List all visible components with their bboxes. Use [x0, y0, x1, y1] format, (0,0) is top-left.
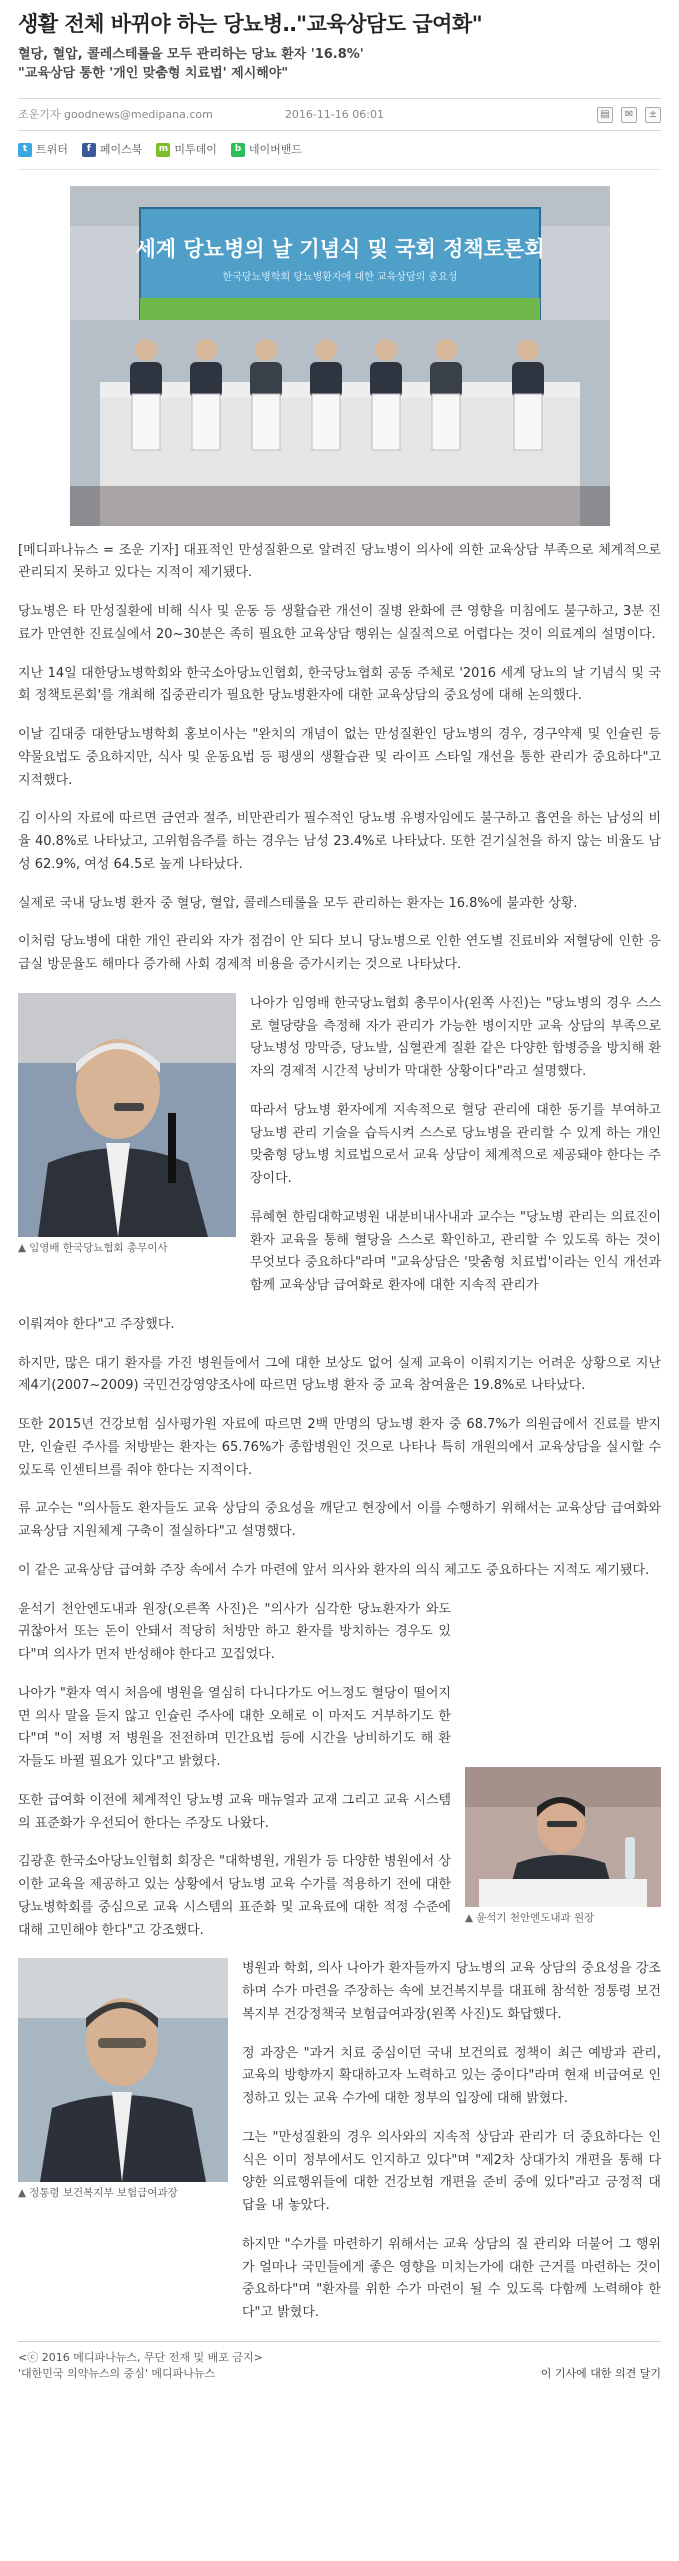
body-paragraph: 따라서 당뇨병 환자에게 지속적으로 혈당 관리에 대한 동기를 부여하고 당뇨병 관리 기술을 습득시켜 스스로 당뇨병을 관리할 수 있게 하는 개인 맞춤형 당뇨병 치료법으로서 교육 상담이 체계적으로 제공돼야 한다는 주장이다. [250, 1102, 661, 1187]
caption-text: 임영배 한국당뇨협회 총무이사 [29, 1241, 168, 1254]
share-facebook[interactable] [82, 140, 143, 159]
portrait-photo [18, 993, 236, 1237]
body-paragraph: 하지만 "수가를 마련하기 위해서는 교육 상담의 질 관리와 더불어 그 행위가 얼마나 국민들에게 좋은 영향을 미치는가에 대한 근거를 마련하는 것이 중요하다"며 "환자를 위한 수가 마련이 될 수 있도록 다함께 노력해야 한다"고 밝혔다. [242, 2236, 661, 2321]
body-paragraph: 당뇨병은 타 만성질환에 비해 식사 및 운동 등 생활습관 개선이 질병 완화에 큰 영향을 미침에도 불구하고, 3분 진료가 만연한 진료실에서 20~30분은 족히 필요한 교육상담 행위는 실질적으로 어렵다는 것이 의료계의 설명이다. [18, 604, 661, 642]
figure [18, 993, 236, 1298]
body-paragraph: 김광훈 한국소아당뇨인협회 회장은 "대학병원, 개원가 등 다양한 병원에서 상이한 교육을 제공하고 있는 상황에서 당뇨병 교육 수가를 적용하기 전에 대한당뇨병학회를 중심으로 교육 시스템의 표준화 및 교육료에 대한 적정 수준에 대해 고민해야 한다"고 강조했다. [18, 1854, 451, 1938]
byline: 조운기자 goodnews@medipana.com [18, 108, 213, 122]
banner-subtitle: 한국당뇨병학회 당뇨병환자에 대한 교육상담의 중요성 [222, 271, 457, 283]
share-bar [18, 131, 661, 169]
byline-bar [18, 98, 661, 131]
portrait-photo [465, 1767, 661, 1907]
block-paragraphs [242, 1958, 661, 2325]
photo-caption: ▲ 윤석기 천안엔도내과 원장 [465, 1911, 595, 1924]
article-body [18, 540, 661, 2325]
body-paragraph: 병원과 학회, 의사 나아가 환자들까지 당뇨병의 교육 상담의 중요성을 강조하며 수가 마련을 주장하는 속에 보건복지부를 대표해 참석한 정통령 보건복지부 건강정책국 보험급여과장(왼쪽 사진)도 화답했다. [242, 1961, 661, 2022]
photo-caption: ▲ 정통령 보건복지부 보험급여과장 [18, 2187, 178, 2200]
body-paragraph: 실제로 국내 당뇨병 환자 중 혈당, 혈압, 콜레스테롤을 모두 관리하는 환자는 16.8%에 불과한 상황. [18, 895, 578, 911]
photo-block-left [18, 1958, 661, 2325]
email-icon[interactable]: ✉ [621, 107, 637, 123]
hero-photo [70, 186, 610, 526]
body-paragraph: 지난 14일 대한당뇨병학회와 한국소아당뇨인협회, 한국당뇨협회 공동 주체로 '2016 세계 당뇨의 날 기념식 및 국회 정책토론회'를 개최해 집중관리가 필요한 당뇨병환자에 대한 교육상담의 중요성에 대해 논의했다. [18, 665, 661, 704]
share-label: 미투데이 [174, 143, 217, 157]
share-twitter[interactable] [18, 140, 68, 159]
photo-caption: ▲ 임영배 한국당뇨협회 총무이사 [18, 1241, 168, 1254]
subhead-line: "교육상담 통한 '개인 맞춤형 치료법' 제시해야" [18, 66, 289, 82]
body-paragraph: 나아가 임영배 한국당뇨협회 총무이사(왼쪽 사진)는 "당뇨병의 경우 스스로 혈당량을 측정해 자가 관리가 가능한 병이지만 교육 상담의 부족으로 당뇨병성 망막증, 당뇨발, 심혈관계 질환 같은 다양한 합병증을 방치해 환자의 경제적 시간적 낭비가 막대한 상황이다"라고 설명했다. [250, 995, 661, 1080]
subhead-line: 혈당, 혈압, 콜레스테롤을 모두 관리하는 당뇨 환자 '16.8%' [18, 47, 364, 63]
photo-block-left [18, 993, 661, 1298]
comment-link[interactable]: 이 기사에 대한 의견 달기 [540, 2367, 661, 2381]
body-paragraph: 나아가 "환자 역시 처음에 병원을 열심히 다니다가도 어느정도 혈당이 떨어지면 의사 말을 듣지 않고 인슐린 주사에 대한 오해로 이 마저도 거부하기도 한다"며 "이 저병 저 병원을 전전하며 민간요법 등에 시간을 낭비하기도 해 환자들도 바뀔 필요가 있다"고 밝혔다. [18, 1685, 451, 1770]
body-paragraph: 하지만, 많은 대기 환자를 가진 병원들에서 그에 대한 보상도 없어 실제 교육이 이뤄지기는 어려운 상황으로 지난 제4기(2007~2009) 국민건강영양조사에 따르면 당뇨병 환자 중 교육 참여율은 19.8%로 나타났다. [18, 1355, 661, 1394]
body-paragraph: 이뤄져야 한다"고 주장했다. [18, 1316, 175, 1332]
body-paragraph: 정 과장은 "과거 치료 중심이던 국내 보건의료 정책이 최근 예방과 관리, 교육의 방향까지 확대하고자 노력하고 있는 중이다"라며 현재 비급여로 인정하고 있는 교육 수가에 대한 정부의 입장에 대해 밝혔다. [242, 2045, 661, 2107]
article-tools [597, 107, 661, 123]
twitter-icon: t [18, 143, 32, 157]
body-paragraph: 또한 급여화 이전에 체계적인 당뇨병 교육 매뉴얼과 교재 그리고 교육 시스템의 표준화가 우선되어 한다는 주장도 나왔다. [18, 1792, 451, 1831]
block-paragraphs [250, 993, 661, 1298]
body-paragraph: 또한 2015년 건강보험 심사평가원 자료에 따르면 2백 만명의 당뇨병 환자 중 68.7%가 의원급에서 진료를 받지만, 인슐린 주사를 처방받는 환자는 65.76%가 종합병원인 것으로 나타나 특히 개원의에서 교육상담을 실시할 수 있도록 인센티브를 줘야 한다는 지적이다. [18, 1417, 661, 1478]
body-paragraph: [메디파나뉴스 = 조운 기자] 대표적인 만성질환으로 알려진 당뇨병이 의사에 의한 교육상담 부족으로 체계적으로 관리되지 못하고 있다는 지적이 제기됐다. [18, 542, 661, 581]
banner-title: 세계 당뇨병의 날 기념식 및 국회 정책토론회 [134, 236, 545, 261]
share-label: 네이버밴드 [248, 143, 303, 157]
article-subheads [18, 46, 661, 84]
font-size-icon[interactable]: ± [645, 107, 661, 123]
body-paragraph: 윤석기 천안엔도내과 원장(오른쪽 사진)은 "의사가 심각한 당뇨환자가 와도 귀찮아서 또는 돈이 안돼서 적당히 처방만 하고 환자를 방치하는 경우도 있다"며 의사가 먼저 반성해야 한다고 꼬집었다. [18, 1601, 451, 1663]
print-icon[interactable]: ▤ [597, 107, 613, 123]
body-paragraph: 그는 "만성질환의 경우 의사와의 지속적 상담과 관리가 더 중요하다는 인식은 이미 정부에서도 인지하고 있다"며 "제2차 상대가치 개편을 통해 다양한 의료행위들에 대한 건강보험 개편을 준비 중에 있다"라고 긍정적 대답을 내 놓았다. [242, 2129, 661, 2214]
body-paragraph: 이날 김대중 대한당뇨병학회 홍보이사는 "완치의 개념이 없는 만성질환인 당뇨병의 경우, 경구약제 및 인슐린 등 약물요법도 중요하지만, 식사 및 운동요법 등 평생의 생활습관 및 라이프 스타일 개선을 통한 관리가 중요하다"고 지적했다. [18, 727, 661, 788]
body-paragraph: 류 교수는 "의사들도 환자들도 교육 상담의 중요성을 깨닫고 현장에서 이를 수행하기 위해서는 교육상담 급여화와 교육상담 지원체계 구축이 절실하다"고 설명했다. [18, 1501, 661, 1540]
article-headline: 생활 전체 바뀌야 하는 당뇨병‥"교육상담도 급여화" [18, 12, 483, 36]
body-paragraph: 이처럼 당뇨병에 대한 개인 관리와 자가 점검이 안 되다 보니 당뇨병으로 인한 연도별 진료비와 저혈당에 인한 응급실 방문율도 해마다 증가해 사회 경제적 비용을 증가시키는 것으로 나타났다. [18, 934, 661, 973]
body-paragraph: 류혜현 한림대학교병원 내분비내사내과 교수는 "당뇨병 관리는 의료진이 환자 교육을 통해 혈당을 스스로 확인하고, 관리할 수 있도록 하는 것이 무엇보다 중요하다"라며 "교육상담은 '맞춤형 치료법'이라는 인식 개선과 함께 교육상담 급여화로 환자에 대한 지속적 관리가 [250, 1209, 661, 1294]
symposium-photo [70, 186, 610, 526]
publish-date: 2016-11-16 06:01 [284, 108, 384, 122]
copyright [18, 2350, 263, 2383]
share-me2day[interactable] [156, 140, 217, 159]
portrait-photo [18, 1958, 228, 2182]
copyright-line: '대한민국 의약뉴스의 중심' 메디파나뉴스 [18, 2367, 216, 2381]
caption-text: 윤석기 천안엔도내과 원장 [476, 1911, 595, 1924]
article-footer [18, 2341, 661, 2383]
facebook-icon: f [82, 143, 96, 157]
caption-text: 정통령 보건복지부 보험급여과장 [29, 2187, 178, 2200]
band-icon: b [231, 143, 245, 157]
figure [18, 1958, 228, 2325]
share-band[interactable] [231, 140, 302, 159]
share-label: 페이스북 [99, 143, 143, 157]
share-label: 트위터 [36, 143, 68, 157]
photo-block-right [18, 1599, 661, 1943]
body-paragraph: 이 같은 교육상담 급여화 주장 속에서 수가 마련에 앞서 의사와 환자의 의식 체고도 중요하다는 지적도 제기됐다. [18, 1562, 650, 1578]
block-paragraphs [18, 1599, 451, 1943]
copyright-line: <ⓒ 2016 메디파나뉴스, 무단 전재 및 배포 금지> [18, 2350, 263, 2364]
figure [465, 1767, 661, 1943]
body-paragraph: 김 이사의 자료에 따르면 금연과 절주, 비만관리가 필수적인 당뇨병 유병자임에도 불구하고 흡연을 하는 남성의 비율 40.8%로 나타났고, 고위험음주를 하는 경우는 남성 23.4%로 나타났다. 또한 걷기실천을 하지 않는 비율도 남성 62.9%, 여성 64.5로 높게 나타났다. [18, 811, 661, 872]
me2day-icon: m [156, 143, 170, 157]
